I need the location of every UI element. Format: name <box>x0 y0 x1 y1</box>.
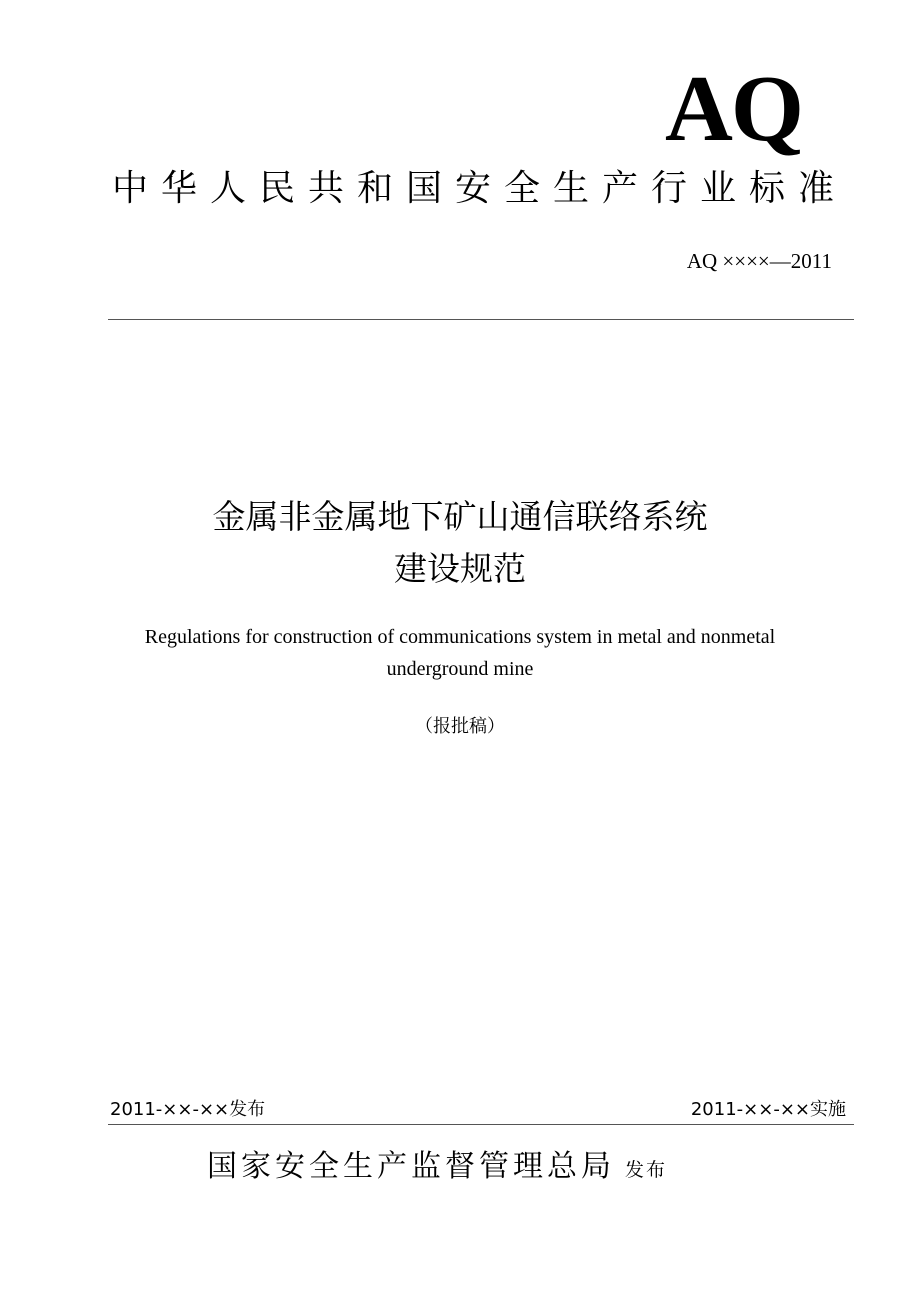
english-title-line-2: underground mine <box>386 658 534 680</box>
issue-date: 2011-××-××发布 <box>110 1099 266 1120</box>
issuer-suffix: 发布 <box>625 1159 668 1181</box>
implementation-date: 2011-××-××实施 <box>690 1099 846 1120</box>
issuer-line <box>207 1149 668 1184</box>
standard-code: AQ ××××—2011 <box>686 249 832 273</box>
issuer-name: 国家安全生产监督管理总局 <box>207 1149 615 1184</box>
top-divider <box>108 319 854 320</box>
aq-logo: AQ <box>665 57 802 161</box>
standard-category-title: 中华人民共和国安全生产行业标准 <box>112 168 848 209</box>
bottom-divider <box>108 1124 854 1125</box>
document-title-line-1: 金属非金属地下矿山通信联络系统 <box>212 497 708 536</box>
draft-status: （报批稿） <box>415 716 505 737</box>
document-title-line-2: 建设规范 <box>394 549 526 588</box>
english-title-line-1: Regulations for construction of communications system in metal and nonmetal <box>144 626 776 648</box>
